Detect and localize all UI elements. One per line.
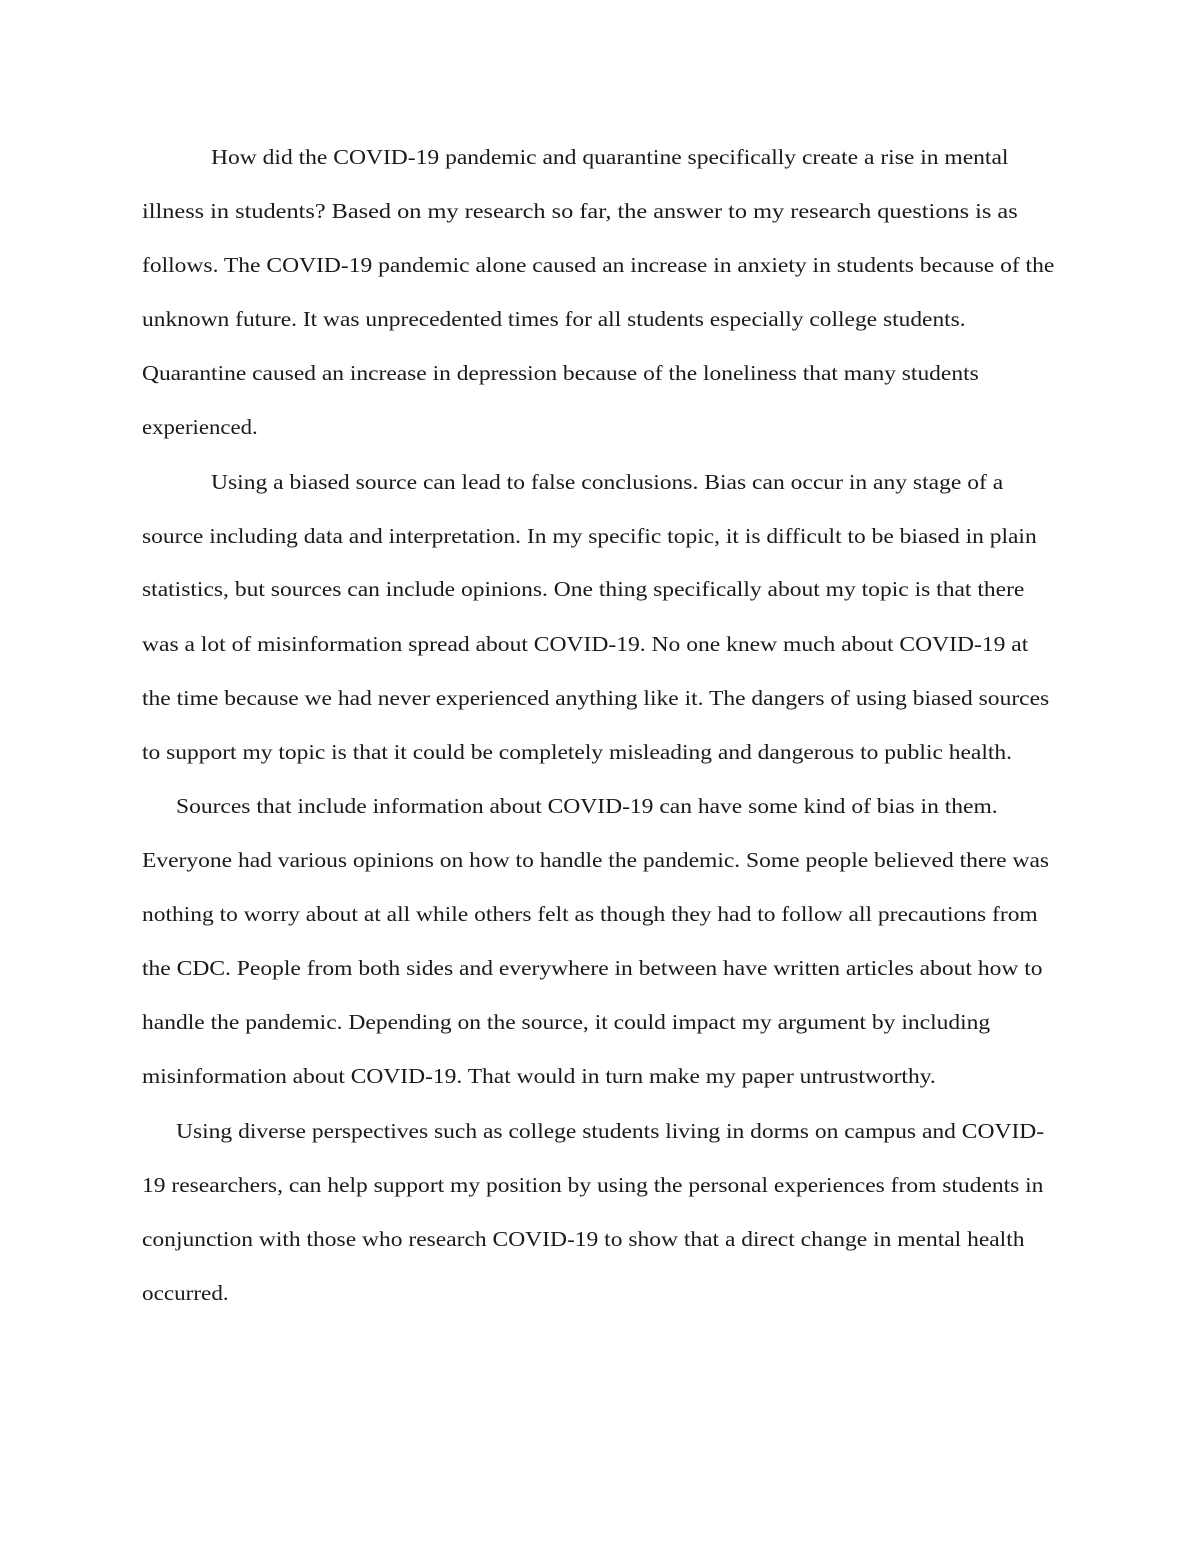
- paragraph-4-line-4: occurred.: [142, 1281, 229, 1305]
- paragraph-4-line-2: 19 researchers, can help support my position by using the personal experiences from students in: [142, 1173, 1044, 1197]
- paragraph-2-line-5: the time because we had never experienced anything like it. The dangers of using biased sources: [142, 686, 1050, 710]
- paragraph-3-line-2: Everyone had various opinions on how to handle the pandemic. Some people believed there was: [142, 848, 1050, 872]
- paragraph-1-line-5: Quarantine caused an increase in depression because of the loneliness that many students: [142, 361, 979, 385]
- paragraph-1-line-2: illness in students? Based on my research so far, the answer to my research questions is as: [142, 199, 1018, 223]
- paragraph-2-line-4: was a lot of misinformation spread about COVID-19. No one knew much about COVID-19 at: [142, 632, 1029, 656]
- paragraph-3-line-6: misinformation about COVID-19. That would in turn make my paper untrustworthy.: [142, 1064, 936, 1088]
- paragraph-1-line-1: How did the COVID-19 pandemic and quarantine specifically create a rise in mental: [211, 145, 1009, 169]
- paragraph-3-line-1: Sources that include information about COVID-19 can have some kind of bias in them.: [176, 794, 998, 818]
- paragraph-2-line-6: to support my topic is that it could be completely misleading and dangerous to public health.: [142, 740, 1013, 764]
- paragraph-3-line-3: nothing to worry about at all while others felt as though they had to follow all precautions from: [142, 902, 1038, 926]
- paragraph-3-line-5: handle the pandemic. Depending on the source, it could impact my argument by including: [142, 1010, 991, 1034]
- paragraph-1-line-3: follows. The COVID-19 pandemic alone caused an increase in anxiety in students because of the: [142, 253, 1055, 277]
- paragraph-1-line-6: experienced.: [142, 415, 258, 439]
- paragraph-4-line-1: Using diverse perspectives such as college students living in dorms on campus and COVID-: [176, 1119, 1045, 1143]
- paragraph-3-line-4: the CDC. People from both sides and everywhere in between have written articles about how to: [142, 956, 1043, 980]
- paragraph-2-line-2: source including data and interpretation. In my specific topic, it is difficult to be biased in plain: [142, 524, 1037, 548]
- paragraph-2-line-3: statistics, but sources can include opinions. One thing specifically about my topic is that there: [142, 577, 1025, 601]
- paragraph-2-line-1: Using a biased source can lead to false conclusions. Bias can occur in any stage of a: [211, 470, 1004, 494]
- paragraph-4-line-3: conjunction with those who research COVID-19 to show that a direct change in mental health: [142, 1227, 1025, 1251]
- paragraph-1-line-4: unknown future. It was unprecedented times for all students especially college students.: [142, 307, 966, 331]
